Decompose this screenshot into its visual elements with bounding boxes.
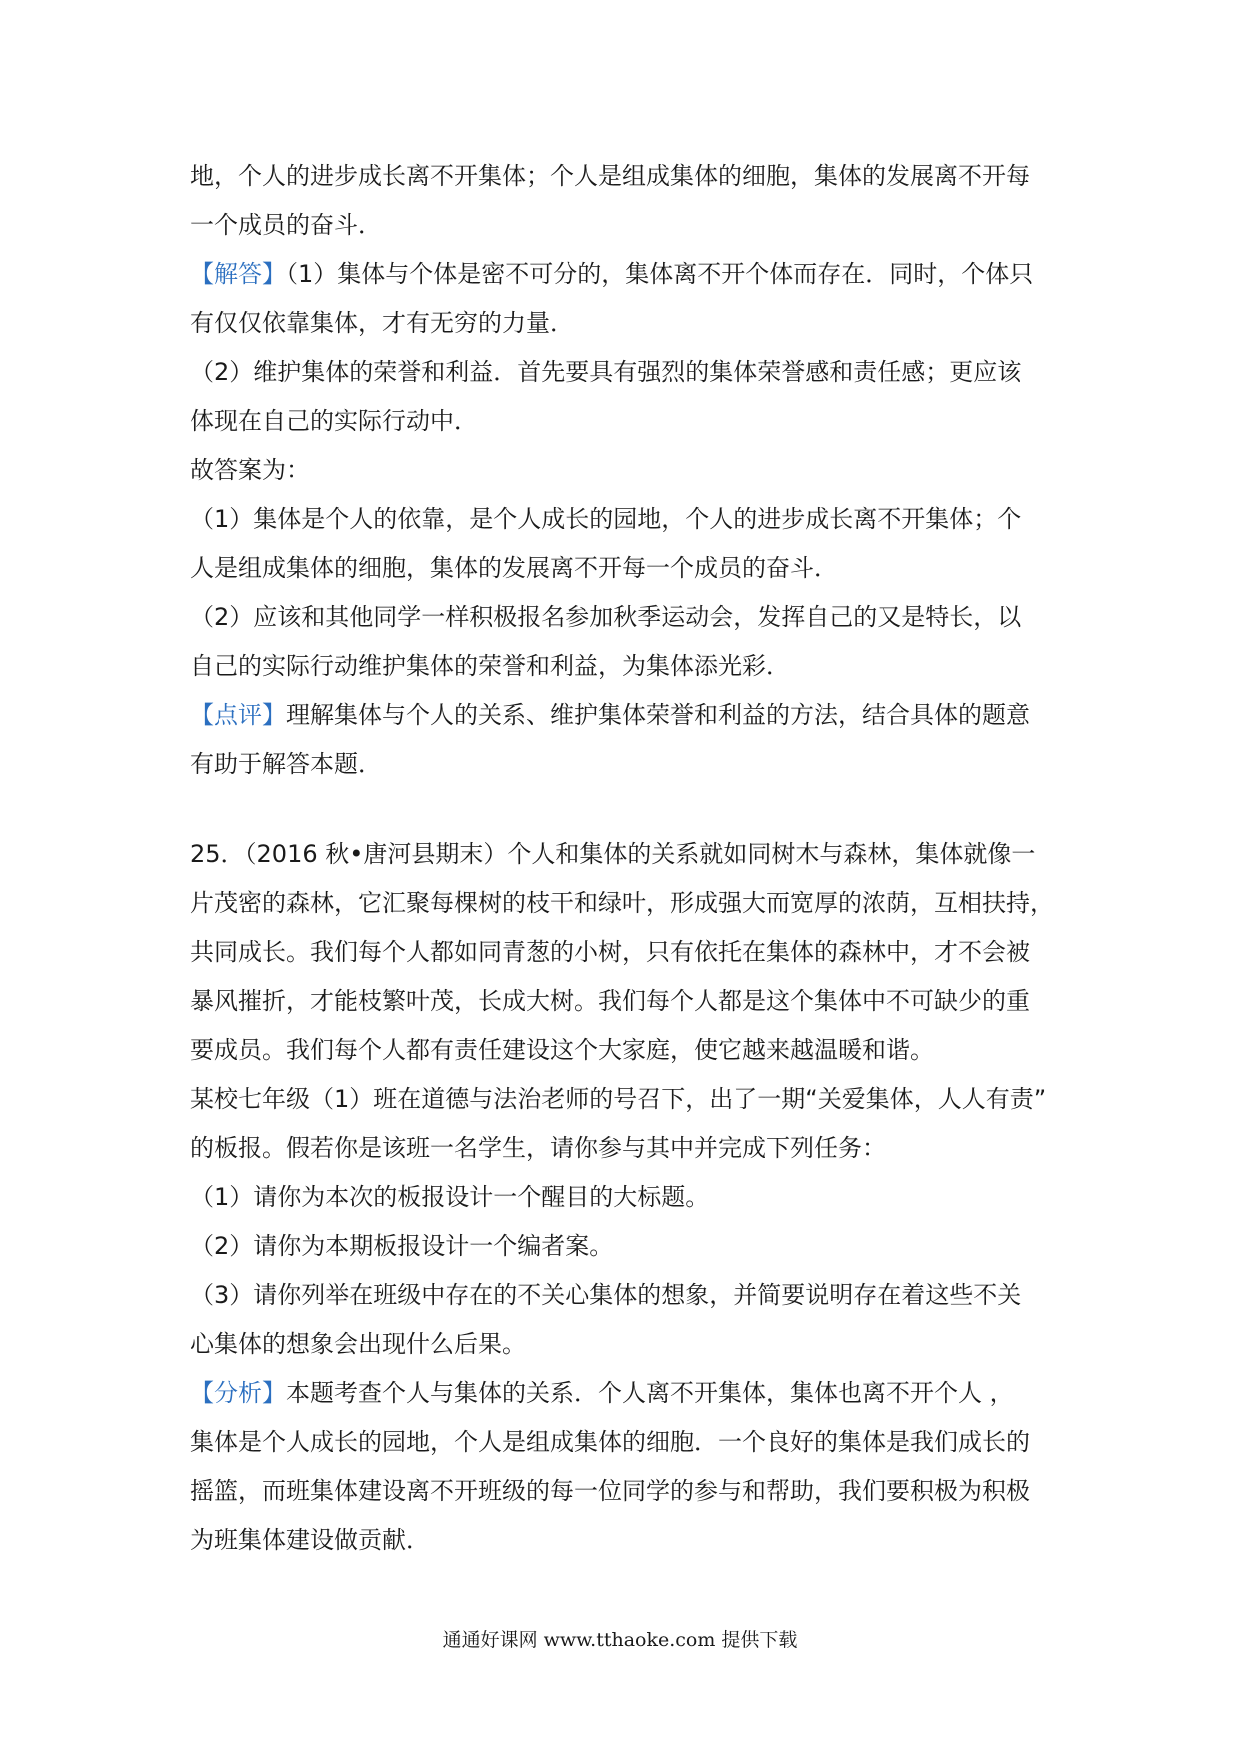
text-line: 片茂密的森林，它汇聚每棵树的枝干和绿叶，形成强大而宽厚的浓荫，互相扶持， <box>190 889 1054 917</box>
text-span: 理解集体与个人的关系、维护集体荣誉和利益的方法，结合具体的题意 <box>286 701 1030 729</box>
task-line: （3）请你列举在班级中存在的不关心集体的想象，并简要说明存在着这些不关 <box>190 1281 1022 1309</box>
comment-tag: 【点评】 <box>190 701 286 729</box>
text-line: 故答案为： <box>190 456 310 484</box>
text-line: （1）集体是个人的依靠，是个人成长的园地，个人的进步成长离不开集体；个 <box>190 505 1022 533</box>
text-line: （2）应该和其他同学一样积极报名参加秋季运动会，发挥自己的又是特长，以 <box>190 603 1022 631</box>
task-line: （2）请你为本期板报设计一个编者案。 <box>190 1232 614 1260</box>
text-line: 体现在自己的实际行动中． <box>190 407 478 435</box>
comment-line <box>190 691 1060 740</box>
page-footer: 通通好课网 www.tthaoke.com 提供下载 <box>442 1629 798 1651</box>
text-line: 集体是个人成长的园地，个人是组成集体的细胞．一个良好的集体是我们成长的 <box>190 1428 1030 1456</box>
analysis-line <box>190 1369 1060 1418</box>
text-line: 某校七年级（1）班在道德与法治老师的号召下，出了一期“关爱集体，人人有责” <box>190 1085 1047 1113</box>
text-line: 人是组成集体的细胞，集体的发展离不开每一个成员的奋斗． <box>190 554 838 582</box>
text-span: （1）集体与个体是密不可分的，集体离不开个体而存在．同时，个体只 <box>286 260 1034 288</box>
text-line: 自己的实际行动维护集体的荣誉和利益，为集体添光彩． <box>190 652 790 680</box>
question-line: 25．（2016 秋•唐河县期末）个人和集体的关系就如同树木与森林，集体就像一 <box>190 840 1036 868</box>
text-line: 地，个人的进步成长离不开集体；个人是组成集体的细胞，集体的发展离不开每 <box>190 162 1030 190</box>
text-line: 心集体的想象会出现什么后果。 <box>190 1330 526 1358</box>
text-line: 有仅仅依靠集体，才有无穷的力量． <box>190 309 574 337</box>
answer-line <box>190 250 1060 299</box>
text-line: 要成员。我们每个人都有责任建设这个大家庭，使它越来越温暖和谐。 <box>190 1036 934 1064</box>
text-line: 一个成员的奋斗． <box>190 211 382 239</box>
text-span: 本题考查个人与集体的关系．个人离不开集体，集体也离不开个人 ， <box>286 1379 1014 1407</box>
analysis-tag: 【分析】 <box>190 1379 286 1407</box>
answer-section <box>190 152 1060 789</box>
text-line: 共同成长。我们每个人都如同青葱的小树，只有依托在集体的森林中，才不会被 <box>190 938 1030 966</box>
text-line: 为班集体建设做贡献． <box>190 1526 430 1554</box>
text-line: （2）维护集体的荣誉和利益．首先要具有强烈的集体荣誉感和责任感；更应该 <box>190 358 1022 386</box>
answer-tag: 【解答】 <box>190 260 286 288</box>
text-line: 的板报。假若你是该班一名学生，请你参与其中并完成下列任务： <box>190 1134 886 1162</box>
task-line: （1）请你为本次的板报设计一个醒目的大标题。 <box>190 1183 710 1211</box>
text-line: 有助于解答本题． <box>190 750 382 778</box>
question-25-section <box>190 830 1060 1565</box>
text-line: 摇篮，而班集体建设离不开班级的每一位同学的参与和帮助，我们要积极为积极 <box>190 1477 1030 1505</box>
text-line: 暴风摧折，才能枝繁叶茂，长成大树。我们每个人都是这个集体中不可缺少的重 <box>190 987 1030 1015</box>
